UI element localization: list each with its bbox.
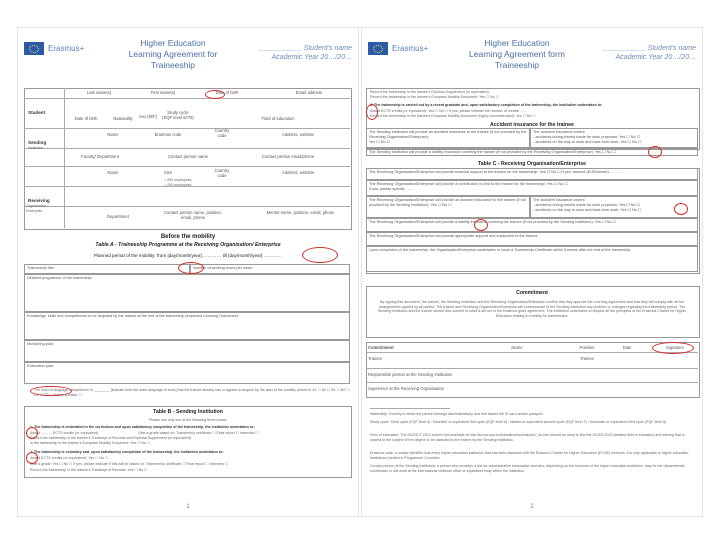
page-number: 2	[530, 504, 534, 510]
c-accident-right	[530, 196, 698, 218]
title-line: Learning Agreement for	[128, 49, 218, 59]
c-accident-travel[interactable]: - accidents during travels made for work purposes: Yes ☐ No ☐	[533, 203, 641, 207]
receiving-mentor: Mentor name, position, email, phone	[266, 210, 335, 215]
divider	[24, 128, 350, 129]
annotation-circle	[648, 146, 662, 158]
annotation-circle	[674, 203, 688, 215]
contribution-specify: If yes, please specify: ……	[369, 187, 414, 191]
table-c-title: Table C - Receiving Organisation/Enterprise	[477, 161, 586, 167]
box2-heading: 2. The traineeship is voluntary and, upon satisfactory completion of the traineeship, the institution undertakes to:	[30, 450, 224, 454]
sending-country-code: Country code	[214, 128, 230, 138]
before-mobility-title: Before the mobility	[160, 234, 216, 240]
monitoring-plan-field[interactable]: Monitoring plan:	[24, 340, 350, 362]
col-last-name: Last name(s)	[86, 90, 112, 95]
commitment-title: Commitment	[516, 290, 548, 296]
language-competence-line: The level of language competence in ________ [indicate here the main language of work] that the trainee already has or agrees to acquire by the start of the mobility period is: A1 ☐ A2 ☐ B1 ☐ B2 ☐ C1 ☐ C2 ☐ Native speaker ☐	[34, 388, 350, 397]
learning-outcomes-field[interactable]: Knowledge, skills and competences to be acquired by the trainee at the end of the traineeship (expected Learning Outcomes):	[24, 312, 350, 340]
sending-erasmus-code: Erasmus code	[154, 132, 182, 137]
student-name-header	[603, 44, 696, 62]
divider	[366, 382, 698, 383]
sig-col-position: Position	[579, 345, 595, 350]
c-upon-completion: Upon completion of the traineeship, the Organisation/Enterprise undertakes to issue a Traineeship Certificate within 5 weeks after the end of the traineeship.	[366, 246, 698, 272]
box1-grade: Give a grade based on: Traineeship certificate ☐ Final report ☐ Interview ☐	[138, 431, 259, 435]
c-accident-left: The Receiving Organisation/Enterprise will provide an accident insurance to the trainee (if not provided by the Sending Institution): Yes ☐ No ☐	[366, 196, 530, 218]
title-line: Traineeship	[494, 60, 540, 70]
student-field-of-education: Field of education	[261, 116, 295, 121]
liability-line: The Sending Institution will provide a liability insurance covering the trainee (if not provided by the Receiving Organisation/Enterprise): Yes ☐ No ☐	[366, 148, 698, 156]
accident-left-choice[interactable]: Yes ☐ No ☐	[369, 140, 391, 144]
footnote-5: Contact person at the Sending Institution: a person who provides a link for administrative information and who, depending on the structure of the higher education institution, may be the departmental coordinator or will work at the international relations office or equivalent body within the institution.	[370, 464, 685, 473]
logo-text: Erasmus+	[392, 44, 429, 53]
divider	[24, 206, 350, 207]
sig-col-name: Name	[511, 345, 523, 350]
erasmus-logo	[368, 42, 428, 55]
sig-col-date: Date	[622, 345, 632, 350]
footnote-4: Erasmus code: a unique identifier that every higher education institution that has been awarded with the Erasmus Charter for Higher Education (ECHE) receives. It is only applicable to higher education institutions located in Programme Countries.	[370, 451, 689, 460]
sending-contact-email: Contact person email/phone	[261, 154, 315, 159]
eu-flag-icon	[368, 42, 388, 55]
study-cycle-label: Study cycle	[167, 110, 189, 115]
size-options	[164, 178, 191, 187]
sending-sub-label: Institution	[28, 146, 44, 150]
document-page-2	[362, 28, 702, 516]
evaluation-plan-field[interactable]: Evaluation plan:	[24, 362, 350, 384]
traineeship-title-field[interactable]: Traineeship title:	[24, 264, 190, 274]
document-title	[118, 38, 228, 71]
col-email: Email address	[295, 90, 323, 95]
document-page-1	[18, 28, 358, 516]
annotation-circle	[652, 342, 694, 354]
title-line: Traineeship	[150, 60, 196, 70]
footnote-2: Study cycle: Short cycle (EQF level 5) / Bachelor or equivalent first cycle (EQF level 6) / Master or equivalent second cycle (EQF level 7) / Doctorate or equivalent third cycle (EQF level 8).	[370, 420, 668, 424]
document-title	[462, 38, 572, 71]
divider	[24, 98, 350, 99]
study-cycle-note: (EQF level 6/7/8)	[162, 115, 194, 120]
box1-europass: Is the traineeship in the trainee's Europass Mobility Document: Yes ☐ No ☐	[30, 441, 151, 445]
receiving-department: Department	[107, 214, 129, 219]
student-nationality: Nationality	[113, 116, 133, 121]
page-number: 1	[186, 504, 190, 510]
academic-year: Academic Year 20…/20…	[615, 54, 696, 61]
c-liability: The Receiving Organisation/Enterprise will provide a liability insurance covering the trainee (if not provided by the Sending Institution): Yes ☐ No ☐	[366, 218, 698, 232]
accident-insurance-title: Accident insurance for the trainee	[490, 122, 574, 128]
accident-right-text: The accident insurance covers:	[533, 130, 586, 134]
annotation-circle	[366, 104, 378, 120]
receiving-contact: Contact person name, position, email, phone	[164, 210, 222, 220]
c-accident-commute[interactable]: - accidents on the way to work and back from work: Yes ☐ No ☐	[533, 208, 642, 212]
hours-per-week-field[interactable]: Number of working hours per week:	[190, 264, 350, 274]
sig-trainee-position: Trainee	[579, 356, 595, 361]
title-line: Learning Agreement form	[469, 49, 565, 59]
table-b-subtitle: Please use only one of the following three boxes:	[148, 418, 228, 422]
accident-right-box	[530, 128, 698, 148]
sending-name: Name	[107, 132, 119, 137]
footnote-divider	[370, 408, 450, 409]
student-name-header	[259, 44, 352, 62]
eu-flag-icon	[24, 42, 44, 55]
box1-record: Record the traineeship in the trainee's Transcript of Records and Diploma Supplement (or equivalent).	[30, 436, 192, 440]
receiving-country-code: Country code	[214, 168, 230, 178]
annotation-circle	[30, 386, 72, 396]
detailed-programme-field[interactable]: Detailed programme of the traineeship:	[24, 274, 350, 312]
receiving-size: Size	[163, 170, 173, 175]
col-first-name: First name(s)	[150, 90, 176, 95]
accident-left-box	[366, 128, 530, 148]
sending-label: Sending	[28, 140, 47, 145]
box1-award: Award ……… ECTS credits (or equivalent)	[30, 431, 99, 435]
sig-row-trainee: Trainee	[368, 356, 383, 361]
divider	[366, 352, 698, 353]
annotation-circle	[302, 247, 338, 263]
logo-text: Erasmus+	[48, 44, 85, 53]
student-dob: Date of birth	[74, 116, 98, 121]
student-name: ___________ Student's name	[258, 45, 352, 52]
title-line: Higher Education	[140, 38, 206, 48]
table-a-title: Table A - Traineeship Programme at the Receiving Organisation/ Enterprise	[95, 242, 281, 248]
divider	[24, 166, 350, 167]
academic-year: Academic Year 20…/20…	[271, 54, 352, 61]
c-accident-right-text: The accident insurance covers:	[533, 198, 586, 202]
receiving-name: Name	[107, 170, 119, 175]
sig-col-commitment: Commitment	[368, 345, 394, 350]
sending-contact-name: Contact person name	[167, 154, 209, 159]
accident-left-text: The Sending Institution will provide an accident insurance to the trainee (if not provided by the Receiving Organisation/Enterprise):	[369, 130, 527, 139]
box3-europass: Record the traineeship in the trainee's Europass Mobility Document (highly recommended): Yes ☐ No ☐	[370, 114, 536, 118]
annotation-circle	[205, 90, 225, 99]
planned-period: Planned period of the mobility: from [day/month/year] ………… till [day/month/year] …………	[93, 253, 283, 258]
box3-heading: 3. The traineeship is carried out by a recent graduate and, upon satisfactory completion of the traineeship, the institution undertakes to:	[370, 103, 603, 107]
box1-heading: 1. The traineeship is embedded in the curriculum and upon satisfactory completion of the traineeship, the institution undertakes to:	[30, 425, 255, 429]
box3-award: Award ECTS credits (or equivalent): Yes ☐ No ☐ If yes, please indicate the number of credits: ……	[370, 109, 528, 113]
box2-award: Award ECTS credits (or equivalent): Yes ☐ No ☐	[30, 456, 109, 460]
footnote-1: Nationality: Country to which the person belongs administratively and that issues the ID card and/or passport.	[370, 412, 544, 416]
sending-address: Address, website	[282, 132, 314, 137]
box2-record: Record the traineeship in the trainee's Transcript of Records: Yes ☐ No ☐	[30, 468, 148, 472]
record-europass-line: Record the traineeship in the trainee's Europass Mobility Document: Yes ☐ No ☐	[370, 95, 499, 99]
accident-right-commute[interactable]: - accidents on the way to work and back from work: Yes ☐ No ☐	[533, 140, 642, 144]
page-header	[362, 28, 702, 84]
receiving-sub-label: Organisation / Enterprise	[26, 204, 49, 213]
annotation-circle	[178, 262, 204, 274]
sending-row-label	[28, 140, 46, 145]
annotation-circle	[26, 427, 38, 439]
receiving-address: Address, website	[282, 170, 314, 175]
commitment-text: By signing this document, the trainee, the Sending Institution and the Receiving Organisation/Enterprise confirm that they approve the Learning Agreement and that they will comply with all the arrangements agreed by all parties. The trainee and Receiving Organisation/Enterprise will communicate to the Sending Institution any problem or changes regarding the traineeship period. The Sending Institution and the trainee should also commit to what is set out in the Erasmus grant agreement. The institution undertakes to respect all the principles of the Erasmus Charter for Higher Education relating to mobility for traineeships.	[377, 300, 687, 318]
annotation-circle	[474, 219, 488, 231]
financial-support-line: The Receiving Organisation/Enterprise will provide financial support to the trainee for the traineeship: Yes ☐ No ☐ If yes, amount (EUR/month): ………	[366, 168, 698, 180]
divider	[64, 88, 65, 228]
student-sex: Sex [M/F]	[139, 114, 157, 119]
annotation-circle	[26, 452, 38, 464]
contribution-line: The Receiving Organisation/Enterprise will provide a contribution in kind to the trainee for the traineeship: Yes ☐ No ☐	[369, 182, 568, 186]
sig-col-signature: Signature	[666, 345, 684, 350]
sending-faculty: Faculty/ Department	[81, 154, 119, 159]
size-option[interactable]: > 250 employees	[164, 182, 192, 187]
student-study-cycle	[158, 110, 198, 120]
accident-right-travel[interactable]: - accidents during travels made for work purposes: Yes ☐ No ☐	[533, 135, 641, 139]
footnote-3: Field of education: The ISCED-F 2013 search tool available at http://ec.europa.eu/education/tools/isced-f_en.htm should be used to find the ISCED 2013 detailed field of education and training that is closest to the subject of the degree to be awarded to the trainee by the Sending Institution.	[370, 433, 685, 442]
student-row-label: Student	[28, 110, 46, 115]
divider	[24, 148, 350, 149]
size-option[interactable]: < 250 employees	[164, 178, 192, 182]
title-line: Higher Education	[484, 38, 550, 48]
divider	[366, 368, 698, 369]
sig-row-sending: Responsible person at the Sending Institution	[368, 372, 453, 377]
erasmus-logo	[24, 42, 84, 55]
sig-row-receiving: Supervisor at the Receiving Organisation	[368, 386, 445, 391]
page-header	[18, 28, 358, 84]
c-support: The Receiving Organisation/Enterprise will provide appropriate support and equipment to the trainee.	[366, 232, 698, 246]
receiving-row-label: Receiving	[28, 198, 50, 203]
table-b-title: Table B - Sending Institution	[153, 409, 223, 415]
student-name: ___________ Student's name	[602, 45, 696, 52]
col-date-of-birth: Date of birth	[215, 90, 239, 95]
contribution-box	[366, 180, 698, 196]
box2-grade: Give a grade: Yes ☐ No ☐ If yes, please indicate if this will be based on: Traineeship certificate ☐ Final report ☐ Interview ☐	[30, 462, 229, 466]
record-diploma-line: Record the traineeship in the trainee's Diploma Supplement (or equivalent).	[370, 90, 490, 94]
